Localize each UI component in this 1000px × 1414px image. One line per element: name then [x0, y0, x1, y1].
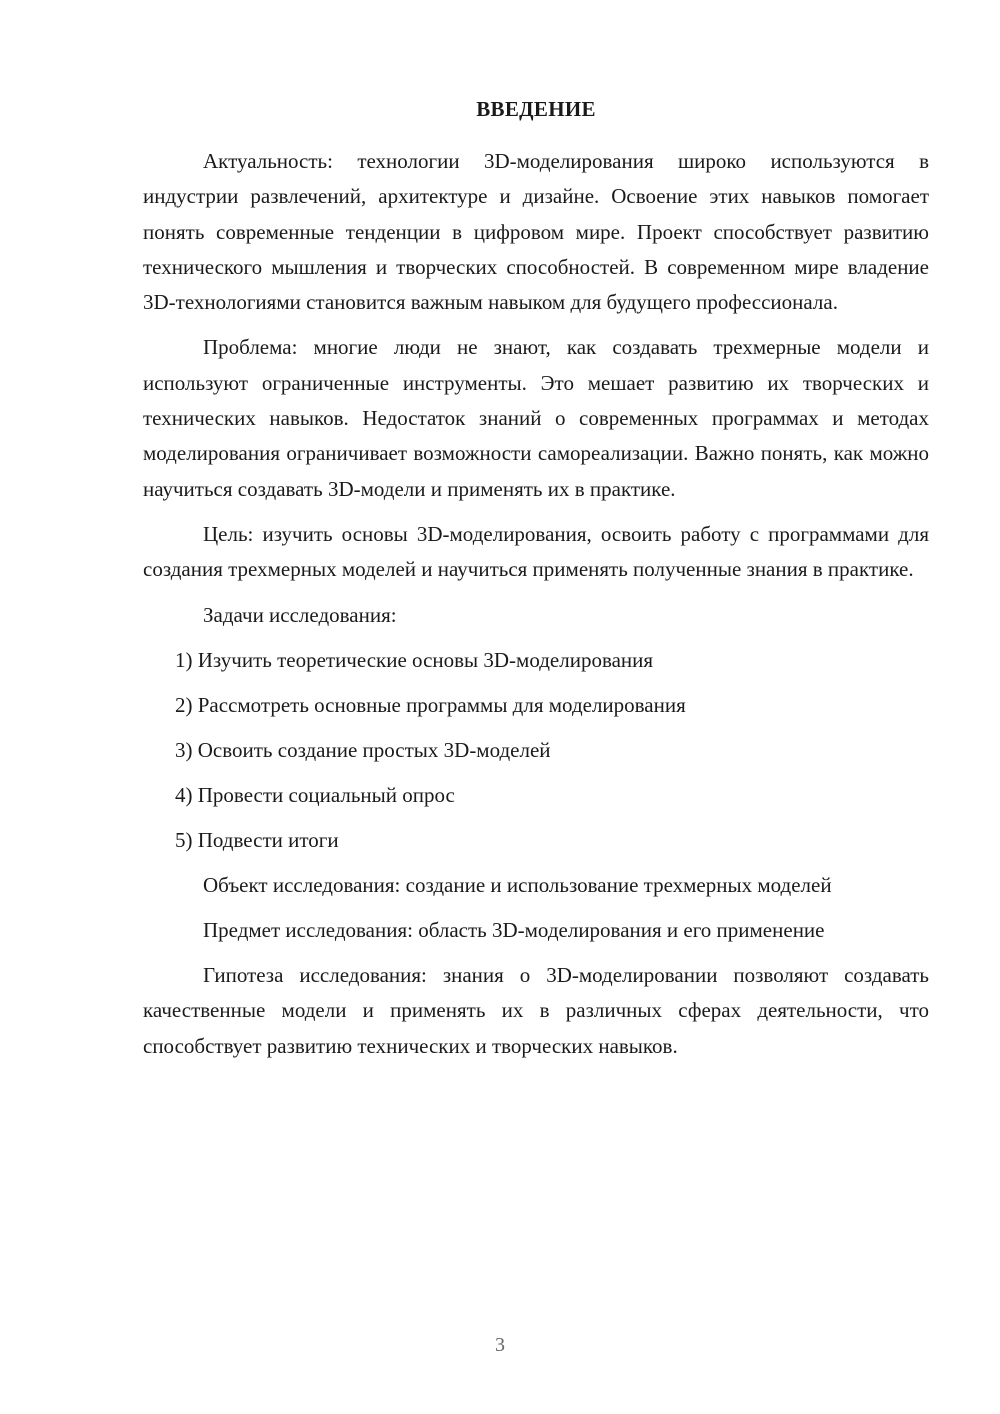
task-item: 5) Подвести итоги [175, 827, 339, 852]
tasks-list [143, 643, 929, 858]
subject-paragraph: Предмет исследования: область 3D-моделирования и его применение [203, 917, 825, 942]
goal-paragraph: Цель: изучить основы 3D-моделирования, освоить работу с программами для создания трехмерных моделей и научиться применять полученные знания в практике. [143, 521, 929, 582]
page-title: ВВЕДЕНИЕ [476, 97, 596, 121]
task-item: 3) Освоить создание простых 3D-моделей [175, 737, 551, 762]
page-number: 3 [495, 1334, 505, 1356]
object-paragraph: Объект исследования: создание и использование трехмерных моделей [203, 872, 832, 897]
document-page [143, 92, 929, 1074]
relevance-paragraph: Актуальность: технологии 3D-моделирования широко используются в индустрии развлечений, архитектуре и дизайне. Освоение этих навыков помогает понять современные тенденции в цифровом мире. Проект способствует развитию технического мышления и творческих способностей. В современном мире владение 3D-технологиями становится важным навыком для будущего профессионала. [143, 149, 929, 315]
tasks-header: Задачи исследования: [203, 602, 397, 627]
task-item: 2) Рассмотреть основные программы для моделирования [175, 692, 686, 717]
hypothesis-paragraph: Гипотеза исследования: знания о 3D-моделировании позволяют создавать качественные модели и применять их в различных сферах деятельности, что способствует развитию технических и творческих навыков. [143, 963, 929, 1058]
task-item: 4) Провести социальный опрос [175, 782, 455, 807]
problem-paragraph: Проблема: многие люди не знают, как создавать трехмерные модели и используют ограниченные инструменты. Это мешает развитию их творческих и технических навыков. Недостаток знаний о современных программах и методах моделирования ограничивает возможности самореализации. Важно понять, как можно научиться создавать 3D-модели и применять их в практике. [143, 335, 929, 501]
task-item: 1) Изучить теоретические основы 3D-моделирования [175, 647, 654, 672]
